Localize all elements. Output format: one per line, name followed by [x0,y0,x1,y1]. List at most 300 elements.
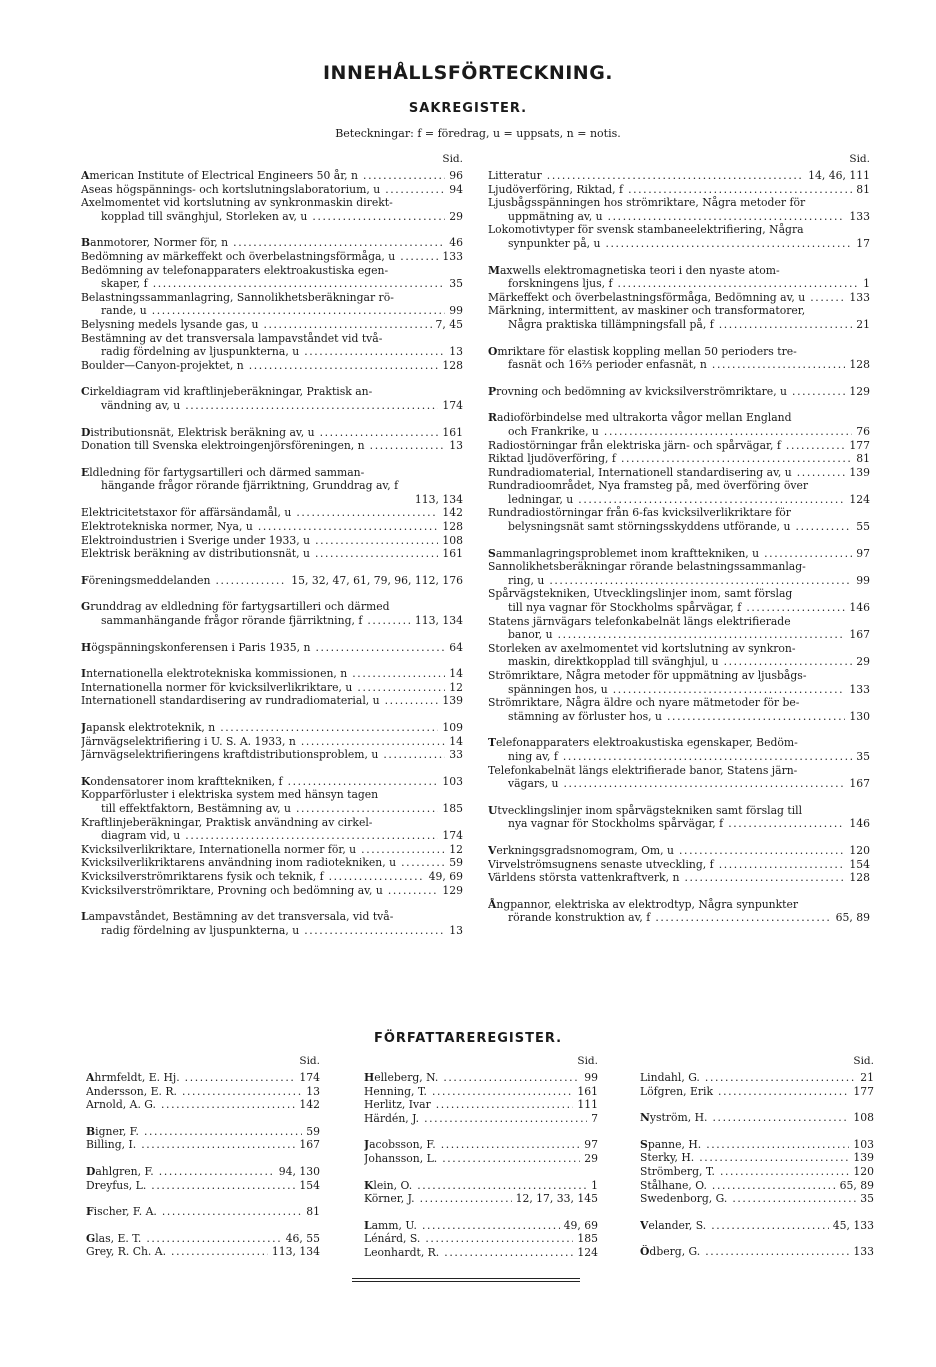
subject-entry-text: synpunkter på, u ..... [508,237,852,251]
author-entry-page: 185 [577,1232,598,1246]
subject-entry-text: uppmätning av, u ..... [508,210,845,224]
subject-entry [488,358,870,372]
subject-entry-page: 81 [856,182,870,196]
subject-entry-page: 167 [849,628,870,642]
author-entry-text: Andersson, E. R. ..... [86,1085,302,1099]
subject-entry-text: Järnvägselektrifieringens kraftdistributionsproblem, u ..... [81,748,445,762]
subject-entry-text: Rundradiomaterial, Internationell standardisering av, u ..... [488,466,845,480]
subject-entry [81,277,463,291]
subject-entry [81,210,463,224]
subject-entry [81,721,463,735]
legend-line: Beteckningar: f = föredrag, u = uppsats, n = notis. [335,127,621,140]
author-entry-text: Herlitz, Ivar ..... [364,1098,573,1112]
subject-entry-page: 185 [442,801,463,815]
author-entry-page: 154 [299,1178,320,1192]
sid-label: Sid. [853,1055,874,1067]
entry-gap [86,1112,320,1125]
subject-entry [81,520,463,534]
author-entry-text: Fischer, F. A. ..... [86,1205,302,1219]
entry-gap [86,1219,320,1232]
subject-entry [488,628,870,642]
subject-entry-line: Radioförbindelse med ultrakorta vågor mellan England [488,411,792,425]
subject-entry [488,601,870,615]
subject-entry-line: hängande frågor rörande fjärriktning, Grunddrag av, f [101,479,399,493]
subject-entry-text: Elektrotekniska normer, Nya, u ..... [81,520,438,534]
subject-entry-text: nya vagnar för Stockholms spårvägar, f ..... [508,817,845,831]
entry-gap [488,723,870,736]
author-entry [86,1125,320,1139]
subject-entry-page: 128 [442,520,463,534]
subject-entry-text: till effektfaktorn, Bestämning av, u ..... [101,802,438,816]
subject-entry [488,777,870,791]
subject-entry-page: 96 [449,169,463,182]
author-entry-text: Swedenborg, G. ..... [640,1192,856,1206]
closing-rule-top [352,1278,580,1279]
subject-entry-page: 14 [449,667,463,681]
author-entry-page: 99 [584,1071,598,1084]
subject-entry-text: forskningens ljus, f ..... [508,277,859,291]
author-entry [364,1232,598,1246]
subject-entry-page: 55 [856,520,870,534]
subject-entry [81,534,463,548]
subject-entry [81,856,463,870]
subject-entry-line: Ljusbågsspänningen hos strömriktare, Några metoder för [488,196,806,210]
subject-entry [81,870,463,884]
entry-gap [488,251,870,264]
subject-entry-page: 1 [863,277,870,291]
subject-entry-line: Lampavståndet, Bestämning av det transversala, vid två- [81,910,394,924]
author-entry [640,1192,874,1206]
subject-entry [488,574,870,588]
subject-entry-page: 146 [849,601,870,615]
subject-entry-text: Verkningsgradsnomogram, Om, u ..... [488,844,845,858]
subject-entry-page: 133 [849,682,870,696]
entry-gap [81,372,463,385]
subject-entry [488,844,870,858]
subject-entry-page: 129 [849,384,870,398]
subject-entry [81,547,463,561]
author-entry-text: Dahlgren, F. ..... [86,1165,275,1179]
author-entry-page: 21 [860,1071,874,1084]
subject-entry-page: 13 [449,345,463,359]
author-entry-text: Bigner, F. ..... [86,1125,302,1139]
subject-entry-page: 161 [442,425,463,439]
author-entry-page: 120 [853,1164,874,1178]
entry-gap [364,1166,598,1179]
author-entry-text: Glas, E. T. ..... [86,1232,282,1246]
subject-entry-page: 35 [856,749,870,763]
author-entry [640,1111,874,1125]
subject-entry-page: 12 [449,842,463,856]
subject-entry [488,237,870,251]
subject-entry-line: Maxwells elektromagnetiska teori i den nyaste atom- [488,263,780,277]
subject-entry-line: Ångpannor, elektriska av elektrodtyp, Några synpunkter [488,897,799,911]
subject-entry-text: Världens största vattenkraftverk, n ..... [488,871,845,885]
subject-entry-text: ring, u ..... [508,574,852,588]
subject-entry-page: 59 [449,856,463,870]
author-entry [86,1205,320,1219]
subject-entry [81,681,463,695]
subject-entry [81,748,463,762]
subject-entry-text: Kvicksilverströmriktarens fysik och teknik, f ..... [81,870,425,884]
subject-entry [488,655,870,669]
subject-column-right [488,153,870,925]
author-entry-text: Billing, I. ..... [86,1138,295,1152]
author-entry-page: 1 [591,1178,598,1192]
subject-entry-text: Högspänningskonferensen i Paris 1935, n ..... [81,641,445,655]
author-entry [86,1165,320,1179]
author-entry-text: Strömberg, T. ..... [640,1165,849,1179]
author-entry-text: Helleberg, N. ..... [364,1071,580,1085]
subject-entry-page: 12 [449,680,463,694]
author-entry [364,1192,598,1206]
subject-entry-page: 128 [849,358,870,372]
author-entry [640,1245,874,1259]
subject-entry [488,520,870,534]
author-entry [364,1098,598,1112]
subject-entry-text: Riktad ljudöverföring, f ..... [488,452,852,466]
entry-gap [488,398,870,411]
author-entry-text: Nyström, H. ..... [640,1111,849,1125]
subject-entry-text: sammanhängande frågor rörande fjärriktning, f ..... [101,614,411,628]
subject-entry [488,817,870,831]
subject-entry [488,911,870,925]
author-entry [364,1219,598,1233]
entry-gap [364,1125,598,1138]
entry-gap [488,791,870,804]
author-entry-text: Jacobsson, F. ..... [364,1138,580,1152]
author-entry-text: Lindahl, G. ..... [640,1071,856,1085]
subject-entry-text: belysningsnät samt störningsskyddens utförande, u ..... [508,520,852,534]
subject-entry-page: 139 [849,465,870,479]
subject-entry [81,345,463,359]
author-entry-text: Körner, J. ..... [364,1192,512,1206]
author-entry-text: Klein, O. ..... [364,1179,587,1193]
subject-register-heading: SAKREGISTER. [408,101,528,116]
author-entry-text: Leonhardt, R. ..... [364,1246,573,1260]
subject-entry-line: Strömriktare, Några metoder för uppmätning av ljusbågs- [488,669,807,682]
subject-entry-text: fasnät och 16⅔ perioder enfasnät, n ..... [508,358,845,372]
author-entry [364,1071,598,1085]
author-entry-text: Arnold, A. G. ..... [86,1098,295,1112]
subject-entry [488,169,870,183]
subject-entry-text: radig fördelning av ljuspunkterna, u ..... [101,924,445,938]
subject-entry-page: 13 [449,439,463,453]
subject-entry-page: 7, 45 [435,317,463,331]
subject-entry [81,843,463,857]
subject-entry-text: Märkeffekt och överbelastningsförmåga, Bedömning av, u ..... [488,291,845,305]
author-entry-page: 13 [306,1084,320,1098]
subject-entry-page: 128 [442,358,463,372]
subject-entry [488,425,870,439]
entry-gap [640,1125,874,1138]
subject-entry [488,210,870,224]
subject-entry [81,439,463,453]
page-title: INNEHÅLLSFÖRTECKNING. [322,62,614,84]
entry-gap [81,453,463,466]
author-entry-page: 113, 134 [271,1245,320,1259]
subject-entry-text: Banmotorer, Normer för, n ..... [81,236,445,250]
author-entry-page: 65, 89 [839,1178,874,1192]
author-entry [640,1179,874,1193]
subject-entry-line: Sannolikhetsberäkningar rörande belastningssammanlag- [488,560,806,574]
subject-entry [488,318,870,332]
subject-entry-line: Spårvägstekniken, Utvecklingslinjer inom, samt förslag [488,587,793,601]
subject-entry-page: 103 [442,774,463,788]
subject-entry-text: vägars, u ..... [508,777,845,791]
subject-entry-text: Japansk elektroteknik, n ..... [81,721,438,735]
author-entry-page: 97 [584,1138,598,1152]
author-entry-text: Henning, T. ..... [364,1085,573,1099]
subject-entry [81,614,463,628]
entry-gap [81,708,463,721]
entry-gap [81,413,463,426]
author-entry-page: 35 [860,1192,874,1206]
subject-entry-line: Rundradiostörningar från 6-fas kvicksilverlikriktare för [488,506,791,520]
subject-entry-text: stämning av förluster hos, u ..... [508,710,845,724]
sid-label: Sid. [577,1055,598,1067]
entry-gap [488,534,870,547]
subject-entry-line: Statens järnvägars telefonkabelnät längs elektrifierade [488,614,791,628]
author-entry-text: Härdén, J. ..... [364,1112,587,1126]
author-entry-page: 142 [299,1098,320,1112]
subject-entry-line: Belastningssammanlagring, Sannolikhetsberäkningar rö- [81,290,394,304]
author-entry-text: Dreyfus, L. ..... [86,1179,295,1193]
author-entry-page: 45, 133 [832,1218,874,1232]
subject-entry-page: 174 [442,398,463,412]
subject-entry-text: Ljudöverföring, Riktad, f ..... [488,183,852,197]
subject-entry-text: och Frankrike, u ..... [508,425,852,439]
subject-entry-text: skaper, f ..... [101,277,445,291]
subject-entry-text: Aseas högspännings- och kortslutningslaboratorium, u ..... [81,183,445,197]
subject-entry [81,493,463,507]
author-column-2 [364,1055,598,1260]
subject-entry [81,426,463,440]
subject-entry [81,169,463,183]
subject-list-right [488,169,870,925]
author-list-1 [86,1071,320,1259]
entry-gap [488,831,870,844]
entry-gap [640,1098,874,1111]
author-entry-text: Lénárd, S. ..... [364,1232,573,1246]
sid-label: Sid. [442,153,463,165]
subject-entry [488,493,870,507]
subject-entry-page: 161 [442,547,463,561]
subject-entry [81,318,463,332]
entry-gap [488,372,870,385]
subject-entry-text: Kvicksilverströmriktare, Provning och bedömning av, u ..... [81,884,438,898]
author-entry [86,1085,320,1099]
subject-entry-page: 109 [442,721,463,734]
subject-entry-page: 174 [442,829,463,843]
subject-entry [488,750,870,764]
author-entry [364,1085,598,1099]
subject-entry [81,829,463,843]
subject-entry-text: spänningen hos, u ..... [508,683,845,697]
author-list-2 [364,1071,598,1260]
author-entry [640,1165,874,1179]
subject-entry-text: Elektrisk beräkning av distributionsnät, u ..... [81,547,438,561]
author-entry-page: 59 [306,1124,320,1138]
subject-entry-page: 154 [849,857,870,871]
author-entry-text: Johansson, L. ..... [364,1152,580,1166]
subject-entry [81,735,463,749]
subject-entry-page: 113, 134 [414,492,463,506]
author-entry [640,1085,874,1099]
author-entry-text: Ahrmfeldt, E. Hj. ..... [86,1071,295,1085]
subject-entry-text: Distributionsnät, Elektrisk beräkning av, u ..... [81,426,438,440]
subject-entry-text: rörande konstruktion av, f ..... [508,911,832,925]
author-entry-page: 81 [306,1205,320,1219]
subject-entry [488,385,870,399]
subject-entry-text: Litteratur ..... [488,169,804,183]
entry-gap [81,897,463,910]
author-entry [86,1245,320,1259]
subject-entry-page: 13 [449,923,463,937]
subject-entry-text: ning av, f ..... [508,750,852,764]
subject-entry [488,183,870,197]
subject-entry [81,641,463,655]
author-entry-page: 139 [853,1151,874,1165]
subject-entry [81,574,463,588]
subject-entry-page: 99 [449,304,463,318]
subject-entry-page: 49, 69 [428,869,463,883]
entry-gap [488,885,870,898]
subject-entry-text: kopplad till svänghjul, Storleken av, u ..... [101,210,445,224]
author-entry-text: Sterky, H. ..... [640,1151,849,1165]
author-entry-page: 29 [584,1151,598,1165]
author-entry-page: 133 [853,1245,874,1259]
subject-entry-line: Lokomotivtyper för svensk stambaneelektrifiering, Några [488,223,804,237]
subject-entry-text: Några praktiska tillämpningsfall på, f ..... [508,318,852,332]
subject-entry-page: 29 [449,209,463,223]
subject-entry [488,547,870,561]
subject-entry [81,304,463,318]
subject-entry-text: ledningar, u ..... [508,493,845,507]
subject-entry-text: banor, u ..... [508,628,845,642]
author-entry [86,1138,320,1152]
subject-entry-text: Föreningsmeddelanden ..... [81,574,287,588]
subject-entry-line: Axelmomentet vid kortslutning av synkronmaskin direkt- [81,196,393,210]
subject-entry-text: Elektricitetstaxor för affärsändamål, u ..... [81,506,438,520]
subject-entry-page: 113, 134 [414,614,463,628]
subject-entry-page: 133 [849,290,870,304]
subject-list-left [81,169,463,937]
author-entry-page: 167 [299,1138,320,1152]
subject-entry [81,236,463,250]
subject-entry-page: 17 [856,236,870,250]
author-entry-page: 174 [299,1071,320,1084]
subject-entry-text: Bedömning av märkeffekt och överbelastningsförmåga, u ..... [81,250,438,264]
author-entry-page: 108 [853,1111,874,1125]
author-entry-text: Lamm, U. ..... [364,1219,560,1233]
subject-entry [488,439,870,453]
author-entry-page: 124 [577,1245,598,1259]
author-column-1 [86,1055,320,1259]
subject-entry-page: 146 [849,817,870,831]
subject-entry [81,694,463,708]
author-entry-page: 161 [577,1084,598,1098]
subject-entry-line: Storleken av axelmomentet vid kortslutning av synkron- [488,641,796,655]
subject-entry-text: Virvelströmsugnens senaste utveckling, f ..... [488,858,845,872]
subject-entry-text: Radiostörningar från elektriska järn- och spårvägar, f ..... [488,439,845,453]
subject-entry-page: 128 [849,871,870,885]
subject-entry-page: 177 [849,438,870,452]
subject-entry-page: 14 [449,734,463,748]
subject-entry-text: American Institute of Electrical Engineers 50 år, n ..... [81,169,445,183]
subject-entry-page: 94 [449,182,463,196]
subject-entry-line: Bedömning av telefonapparaters elektroakustiska egen- [81,263,389,277]
subject-entry [488,683,870,697]
subject-entry-text: Kvicksilverlikriktarens användning inom radiotekniken, u ..... [81,856,445,870]
subject-entry-page: 21 [856,317,870,331]
subject-entry-text: maskin, direktkopplad till svänghjul, u ..... [508,655,852,669]
subject-entry [81,399,463,413]
subject-entry-page: 35 [449,277,463,291]
author-entry-text: Stålhane, O. ..... [640,1179,836,1193]
author-entry-page: 49, 69 [563,1218,598,1232]
subject-entry-text: Kvicksilverlikriktare, Internationella normer för, u ..... [81,843,445,857]
author-entry-text: Spanne, H. ..... [640,1138,849,1152]
subject-entry-page: 129 [442,883,463,897]
subject-entry-line: Eldledning för fartygsartilleri och därmed samman- [81,465,365,479]
subject-entry [488,277,870,291]
author-entry [86,1071,320,1085]
entry-gap [86,1152,320,1165]
subject-entry-text: Internationella normer för kvicksilverlikriktare, u ..... [81,681,445,695]
subject-entry-text: till nya vagnar för Stockholms spårvägar, f ..... [508,601,845,615]
subject-entry-text: Järnvägselektrifiering i U. S. A. 1933, n ..... [81,735,445,749]
subject-entry-line: Grunddrag av eldledning för fartygsartilleri och därmed [81,600,390,614]
author-entry [364,1246,598,1260]
subject-entry [81,183,463,197]
subject-entry [488,871,870,885]
subject-entry-line: Cirkeldiagram vid kraftlinjeberäkningar, Praktisk an- [81,385,373,399]
author-entry-page: 177 [853,1084,874,1098]
subject-entry [81,802,463,816]
subject-entry-line: Kraftlinjeberäkningar, Praktisk användning av cirkel- [81,815,373,829]
subject-entry-text: Donation till Svenska elektroingenjörsföreningen, n ..... [81,439,445,453]
author-entry [364,1152,598,1166]
subject-entry-page: 33 [449,748,463,762]
entry-gap [81,223,463,236]
author-entry-page: 103 [853,1137,874,1151]
entry-gap [81,561,463,574]
subject-entry-page: 108 [442,533,463,547]
subject-entry [488,710,870,724]
subject-entry-line: Kopparförluster i elektriska system med hänsyn tagen [81,788,379,802]
subject-entry-line: Telefonapparaters elektroakustiska egenskaper, Bedöm- [488,736,798,750]
author-entry-page: 7 [591,1111,598,1125]
author-entry [640,1071,874,1085]
subject-entry-line: Strömriktare, Några äldre och nyare mätmetoder för be- [488,696,800,710]
subject-entry-page: 120 [849,843,870,857]
subject-entry-text: Internationell standardisering av rundradiomaterial, u ..... [81,694,438,708]
author-entry [86,1232,320,1246]
subject-entry-page: 167 [849,777,870,791]
subject-entry-text: diagram vid, u ..... [101,829,438,843]
entry-gap [81,762,463,775]
author-register-heading: FÖRFATTAREREGISTER. [373,1031,563,1046]
subject-entry-text: Boulder—Canyon-projektet, n ..... [81,359,438,373]
subject-entry-page: 142 [442,506,463,520]
subject-entry-page: 46 [449,236,463,250]
subject-entry [488,466,870,480]
subject-entry [81,667,463,681]
subject-entry-text: rande, u ..... [101,304,445,318]
entry-gap [81,587,463,600]
closing-rule-bottom [352,1281,580,1282]
